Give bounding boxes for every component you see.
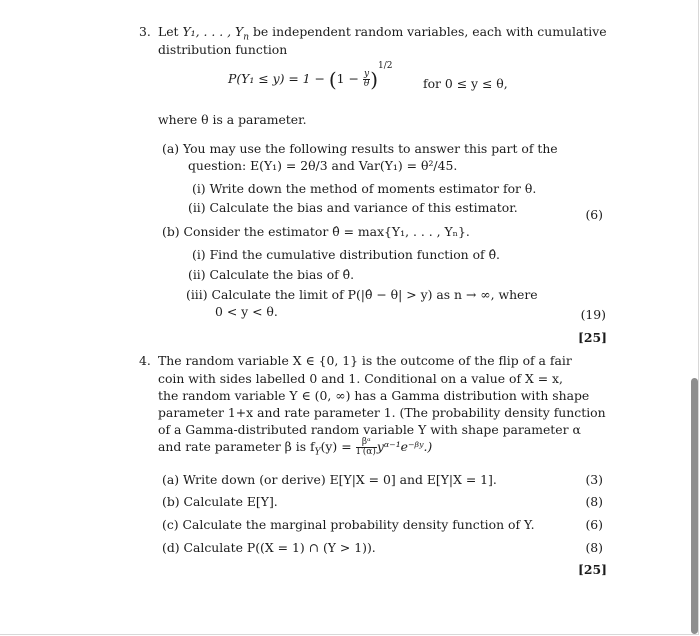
q3a-line1: (a) You may use the following results to answer this part of the [162,141,558,156]
gamma-density-fraction: $\frac{\text{βᵅ}}{\Gamma(\alpha)}$ [356,437,376,457]
q3-number: 3. [139,24,151,39]
q3a-ii: (ii) Calculate the bias and variance of this estimator. [188,200,518,215]
q3b-line1: (b) Consider the estimator θ̂ = max{Y₁, . . . , Yₙ}. [162,224,470,239]
q4-intro-line4: parameter 1+x and rate parameter 1. (The probability density function [158,405,606,420]
q3b-iii-line2: 0 < y < θ. [215,304,278,319]
cdf-fraction: $\frac{y}{\theta}$ [363,69,370,89]
q4-number: 4. [139,353,151,368]
q4c-marks: (6) [585,517,603,532]
q4-intro-line2: coin with sides labelled 0 and 1. Conditional on a value of X = x, [158,371,563,386]
q3-cdf-condition: for 0 ≤ y ≤ θ, [423,76,508,91]
q4-intro-line3: the random variable Y ∈ (0, ∞) has a Gamma distribution with shape [158,388,590,403]
q4a-marks: (3) [585,472,603,487]
q3-where: where θ is a parameter. [158,112,307,127]
q4b-marks: (8) [585,494,603,509]
q3-total-marks: [25] [578,330,607,345]
q3a-marks: (6) [585,207,603,222]
q4-intro-line5: of a Gamma-distributed random variable Y with shape parameter α [158,422,581,437]
q4-intro-line1: The random variable X ∈ {0, 1} is the outcome of the flip of a fair [158,353,572,368]
q3a-i: (i) Write down the method of moments estimator for θ. [192,181,537,196]
q4d: (d) Calculate P((X = 1) ∩ (Y > 1)). [162,540,376,555]
q4a: (a) Write down (or derive) E[Y|X = 0] and E[Y|X = 1]. [162,472,497,487]
q3b-i: (i) Find the cumulative distribution function of θ̂. [192,247,500,262]
q3-intro-line1: Let Y₁, . . . , $Y_n$ be independent random variables, each with cumulative [158,24,607,43]
q3b-ii: (ii) Calculate the bias of θ̂. [188,267,355,282]
q4b: (b) Calculate E[Y]. [162,494,278,509]
q4-density-line: and rate parameter β is $f_Y(y)$ = $\frac{\text{βᵅ}}{\Gamma(\alpha)}$ yᵅ⁻¹e⁻ᵝʸ.) [158,437,433,458]
q3a-line2: question: E(Y₁) = 2θ/3 and Var(Y₁) = θ²/45. [188,158,458,173]
q3b-iii-line1: (iii) Calculate the limit of P(|θ̂ − θ| > y) as n → ∞, where [186,287,538,302]
q3-cdf-formula: P(Y₁ ≤ y) = 1 − (1 − $\frac{y}{\theta}$ )$^{1/2}$ [228,60,393,92]
scrollbar-thumb[interactable] [691,378,698,634]
q3b-marks: (19) [580,307,606,322]
q4c: (c) Calculate the marginal probability density function of Y. [162,517,535,532]
q4-total-marks: [25] [578,562,607,577]
q4d-marks: (8) [585,540,603,555]
q3-intro-line2: distribution function [158,42,288,57]
